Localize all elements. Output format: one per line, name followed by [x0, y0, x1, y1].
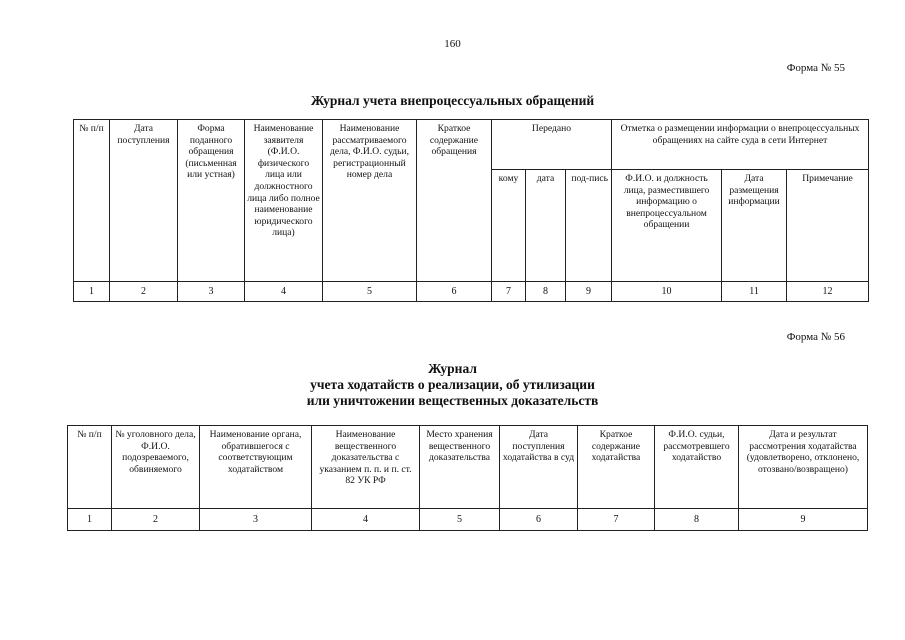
- form-55-label: Форма № 55: [786, 62, 845, 74]
- form-56-table: [67, 425, 868, 531]
- column-number: 4: [312, 509, 420, 531]
- column-number: 2: [112, 509, 200, 531]
- header-to-whom: кому: [492, 170, 526, 282]
- column-number: 1: [68, 509, 112, 531]
- page-number: 160: [444, 38, 461, 50]
- column-number: 8: [526, 282, 566, 302]
- header-placement-mark: Отметка о размещении информации о внепроцессуальных обращениях на сайте суда в сети Интернет: [612, 120, 869, 170]
- form-55-table: [73, 119, 869, 302]
- header-date-received: Дата поступления: [110, 120, 178, 282]
- header-transferred: Передано: [492, 120, 612, 170]
- header-form-submitted: Форма поданного обращения (письменная или устная): [178, 120, 245, 282]
- header-note: Примечание: [787, 170, 869, 282]
- column-number: 6: [417, 282, 492, 302]
- header-cell: Краткое содержание ходатайства: [578, 426, 655, 509]
- column-number: 1: [74, 282, 110, 302]
- header-date: дата: [526, 170, 566, 282]
- form-56-title-line-3: или уничтожении вещественных доказательств: [306, 393, 599, 408]
- form-55-title: Журнал учета внепроцессуальных обращений: [310, 93, 595, 108]
- column-number: 7: [578, 509, 655, 531]
- header-cell: Ф.И.О. судьи, рассмотревшего ходатайство: [655, 426, 739, 509]
- column-number: 8: [655, 509, 739, 531]
- column-number: 5: [420, 509, 500, 531]
- column-number: 9: [566, 282, 612, 302]
- form-56-title: [0, 361, 905, 409]
- column-number: 6: [500, 509, 578, 531]
- form-56-title-line-1: Журнал: [428, 361, 477, 376]
- header-case-name: Наименование рассматриваемого дела, Ф.И.О. судьи, регистрационный номер дела: [323, 120, 417, 282]
- header-signature: под-пись: [566, 170, 612, 282]
- column-number: 10: [612, 282, 722, 302]
- header-cell: Дата и результат рассмотрения ходатайства (удовлетворено, отклонено, отозвано/возвращено): [739, 426, 868, 509]
- column-number: 9: [739, 509, 868, 531]
- header-placer-name: Ф.И.О. и должность лица, разместившего информацию о внепроцессуальном обращении: [612, 170, 722, 282]
- column-number: 3: [178, 282, 245, 302]
- column-number: 2: [110, 282, 178, 302]
- header-cell: Наименование органа, обратившегося с соответствующим ходатайством: [200, 426, 312, 509]
- column-number: 5: [323, 282, 417, 302]
- header-cell: Наименование вещественного доказательства с указанием п. п. и п. ст. 82 УК РФ: [312, 426, 420, 509]
- form-56-title-line-2: учета ходатайств о реализации, об утилизации: [310, 377, 595, 392]
- header-placement-date: Дата размещения информации: [722, 170, 787, 282]
- header-cell: № п/п: [68, 426, 112, 509]
- column-number: 3: [200, 509, 312, 531]
- header-num: № п/п: [74, 120, 110, 282]
- header-cell: Дата поступления ходатайства в суд: [500, 426, 578, 509]
- form-56-label: Форма № 56: [786, 331, 845, 343]
- header-cell: № уголовного дела, Ф.И.О. подозреваемого, обвиняемого: [112, 426, 200, 509]
- header-applicant-name: Наименование заявителя (Ф.И.О. физического лица или должностного лица либо полное наименование юридического лица): [245, 120, 323, 282]
- column-number: 12: [787, 282, 869, 302]
- column-number: 4: [245, 282, 323, 302]
- header-cell: Место хранения вещественного доказательства: [420, 426, 500, 509]
- column-number: 7: [492, 282, 526, 302]
- header-summary: Краткое содержание обращения: [417, 120, 492, 282]
- column-number: 11: [722, 282, 787, 302]
